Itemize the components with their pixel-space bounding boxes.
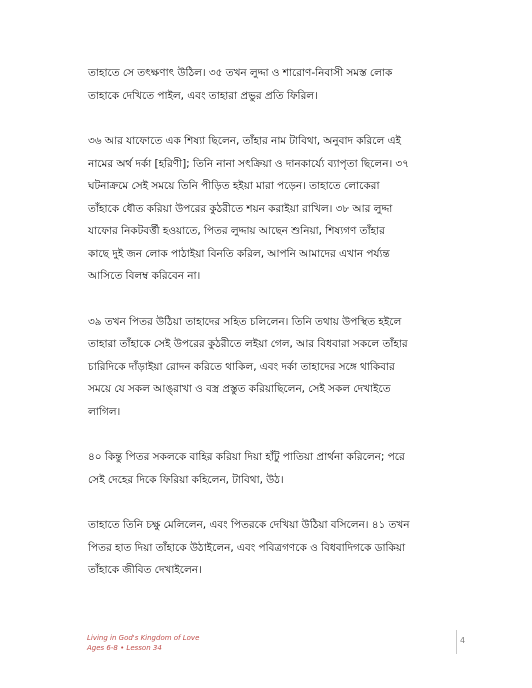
body-text [88, 62, 466, 605]
footer [87, 633, 199, 653]
paragraph-verse-39: ৩৯ তখন পিতর উঠিয়া তাহাদের সহিত চলিলেন। তিনি তথায় উপস্থিত হইলে তাহারা তাঁহাকে সেই উপরের কুঠরীতে লইয়া গেল, আর বিধবারা সকলে তাঁহার চারিদিকে দাঁড়াইয়া রোদন করিতে থাকিল, এবং দর্কা তাহাদের সঙ্গে থাকিবার সময়ে যে সকল আঙ্‌রাখা ও বস্ত্র প্রস্তুত করিয়াছিলেন, সেই সকল দেখাইতে লাগিল। [88, 315, 408, 418]
footer-title: Living in God's Kingdom of Love [87, 634, 200, 642]
page-number: 4 [460, 636, 466, 645]
paragraph-verses-36-38: ৩৬ আর যাফোতে এক শিষ্যা ছিলেন, তাঁহার নাম টাবিথা, অনুবাদ করিলে এই নামের অর্থ দর্কা [হরিণী]; তিনি নানা সৎক্রিয়া ও দানকার্য্যে ব্যাপৃতা ছিলেন। ৩৭ ঘটনাক্রমে সেই সময়ে তিনি পীড়িত হইয়া মারা পড়েন। তাহাতে লোকেরা তাঁহাকে ধৌত করিয়া উপরের কুঠরীতে শয়ন করাইয়া রাখিল। ৩৮ আর লুদ্দা যাফোর নিকটবর্ত্তী হওয়াতে, পিতর লুদ্দায় আছেন শুনিয়া, শিষ্যগণ তাঁহার কাছে দুই জন লোক পাঠাইয়া বিনতি করিল, আপনি আমাদের এখান পর্য্যন্ত আসিতে বিলম্ব করিবেন না। [88, 135, 409, 282]
paragraph-verse-40: ৪০ কিন্তু পিতর সকলকে বাহির করিয়া দিয়া হাঁটু পাতিয়া প্রার্থনা করিলেন; পরে সেই দেহের দিকে ফিরিয়া কহিলেন, টাবিথা, উঠ। [88, 451, 405, 486]
paragraph-verse-40-41: তাহাতে তিনি চক্ষু মেলিলেন, এবং পিতরকে দেখিয়া উঠিয়া বসিলেন। ৪১ তখন পিতর হাত দিয়া তাঁহাকে উঠাইলেন, এবং পবিত্রগণকে ও বিধবাদিগকে ডাকিয়া তাঁহাকে জীবিত দেখাইলেন। [88, 519, 410, 576]
footer-divider [456, 630, 457, 654]
footer-lesson: Ages 6-8 • Lesson 34 [87, 644, 162, 652]
paragraph-verse-35: তাহাতে সে তৎক্ষণাৎ উঠিল। ৩৫ তখন লুদ্দা ও শারোণ-নিবাসী সমস্ত লোক তাহাকে দেখিতে পাইল, এবং তাহারা প্রভুর প্রতি ফিরিল। [88, 67, 393, 102]
